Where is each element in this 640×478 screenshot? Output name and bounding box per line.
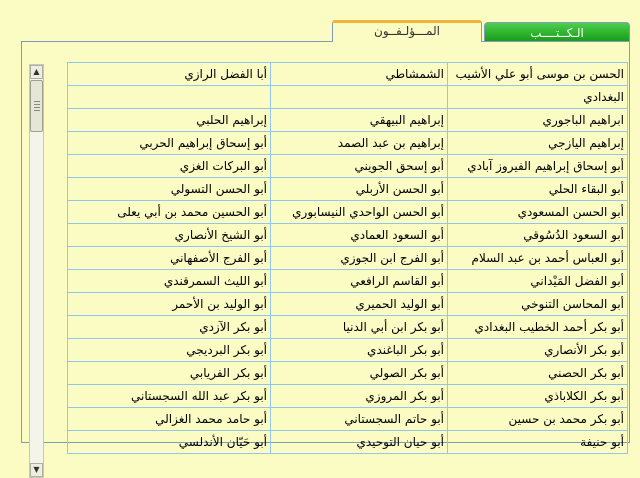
author-cell[interactable]: أبو إسحاق إبراهيم الحربي [68,132,271,155]
author-cell[interactable]: الحسن بن موسى أبو علي الأشيب [448,63,628,86]
author-cell[interactable]: إبراهيم البيهقي [271,109,448,132]
scroll-down-button[interactable] [30,463,43,477]
author-cell[interactable]: أبو الحسن الأربلي [271,178,448,201]
author-cell[interactable]: أبو السعود العمادي [271,224,448,247]
author-cell[interactable]: البغدادي [448,86,628,109]
table-row [68,270,628,293]
table-row [68,293,628,316]
author-cell[interactable]: أبو الحسن المسعودي [448,201,628,224]
author-cell[interactable]: أبو بكر الباغندي [271,339,448,362]
table-row [68,155,628,178]
tab-books[interactable]: الـكــتــــب [484,22,630,42]
author-cell[interactable]: ابراهيم الباجوري [448,109,628,132]
author-cell[interactable]: أبو الفرج ابن الجوزي [271,247,448,270]
table-row [68,63,628,86]
author-cell[interactable]: أبو البركات الغزي [68,155,271,178]
table-row [68,247,628,270]
author-cell[interactable]: أبو بكر المروزي [271,385,448,408]
author-cell[interactable]: أبو الفضل المَيْداني [448,270,628,293]
table-row [68,339,628,362]
author-cell[interactable]: أبو بكر الآزدي [68,316,271,339]
chevron-up-icon: ▲ [33,67,40,76]
author-cell[interactable]: أبو الليث السمرقندي [68,270,271,293]
table-row [68,201,628,224]
table-row [68,362,628,385]
author-cell[interactable]: أبو بكر أحمد الخطيب البغدادي [448,316,628,339]
table-row [68,385,628,408]
authors-panel [21,41,630,474]
author-cell[interactable]: أبو حيان التوحيدي [271,431,448,454]
author-cell[interactable]: أبو بكر الفريابي [68,362,271,385]
author-cell[interactable]: أبا الفضل الرازي [68,63,271,86]
table-row [68,132,628,155]
table-row [68,178,628,201]
author-cell[interactable]: أبو بكر الحصني [448,362,628,385]
author-cell[interactable]: أبو المحاسن التنوخي [448,293,628,316]
author-cell[interactable]: أبو الوليد الحميري [271,293,448,316]
author-cell[interactable] [68,86,271,109]
author-cell[interactable]: أبو حاتم السجستاني [271,408,448,431]
author-cell[interactable]: أبو الشيخ الأنصاري [68,224,271,247]
tab-authors[interactable]: المـــؤلـفــون [332,20,482,42]
author-cell[interactable]: أبو إسحق الجويني [271,155,448,178]
table-row [68,408,628,431]
author-cell[interactable]: أبو حنيفة [448,431,628,454]
table-row [68,431,628,454]
author-cell[interactable]: أبو بكر الكلاباذي [448,385,628,408]
author-cell[interactable]: أبو القاسم الرافعي [271,270,448,293]
vertical-scrollbar[interactable] [29,64,44,478]
authors-table [67,62,628,454]
author-cell[interactable]: أبو السعود الدُسُوقي [448,224,628,247]
author-cell[interactable]: أبو بكر عبد الله السجستاني [68,385,271,408]
author-cell[interactable]: إبراهيم بن عبد الصمد [271,132,448,155]
author-cell[interactable]: إبراهيم اليازجي [448,132,628,155]
author-cell[interactable]: أبو الفرج الأصفهاني [68,247,271,270]
author-cell[interactable]: الشمشاطي [271,63,448,86]
author-cell[interactable]: أبو الحسن التسولي [68,178,271,201]
tab-bar [330,20,630,42]
table-row [68,109,628,132]
author-cell[interactable]: أبو العباس أحمد بن عبد السلام [448,247,628,270]
author-cell[interactable]: أبو إسحاق إبراهيم الفيروز آبادي [448,155,628,178]
author-cell[interactable]: أبو حامد محمد الغزالي [68,408,271,431]
author-cell[interactable]: أبو الحسن الواحدي النيسابوري [271,201,448,224]
scroll-up-button[interactable] [30,65,43,79]
author-cell[interactable]: أبو الوليد بن الأحمر [68,293,271,316]
author-cell[interactable] [271,86,448,109]
author-cell[interactable]: أبو حَيّان الأندلسي [68,431,271,454]
author-cell[interactable]: أبو الحسين محمد بن أبي يعلى [68,201,271,224]
table-row [68,224,628,247]
chevron-down-icon: ▼ [33,465,40,474]
author-cell[interactable]: أبو بكر البرديجي [68,339,271,362]
scroll-thumb[interactable] [30,80,43,132]
author-cell[interactable]: أبو بكر الصولي [271,362,448,385]
author-cell[interactable]: أبو بكر الأنصاري [448,339,628,362]
author-cell[interactable]: أبو بكر ابن أبي الدنيا [271,316,448,339]
author-cell[interactable]: إبراهيم الحلبي [68,109,271,132]
table-row [68,86,628,109]
author-cell[interactable]: أبو البقاء الحلي [448,178,628,201]
table-row [68,316,628,339]
author-cell[interactable]: أبو بكر محمد بن حسين [448,408,628,431]
